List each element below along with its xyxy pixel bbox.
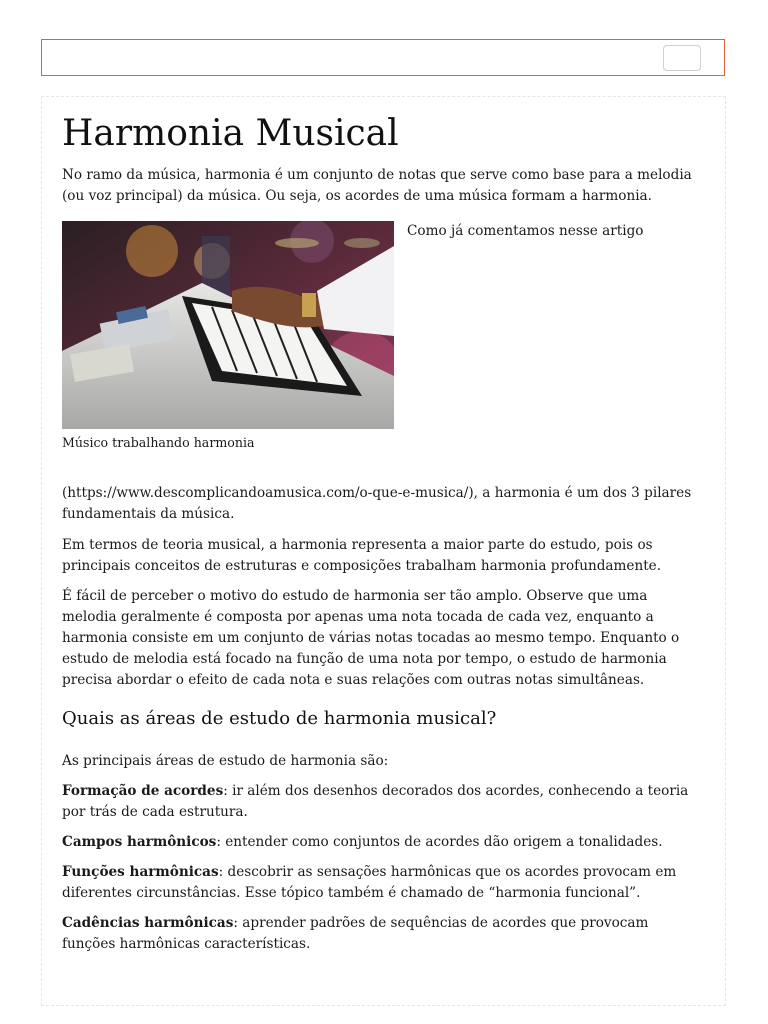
- intro-paragraph: No ramo da música, harmonia é um conjunto de notas que serve como base para a melodia (ou voz principal) da música. Ou seja, os acordes de uma música formam a harmonia.: [62, 167, 692, 204]
- link-paragraph: (https://www.descomplicandoamusica.com/o-que-e-musica/), a harmonia é um dos 3 pilares fundamentais da música.: [62, 485, 692, 522]
- area-term: Funções harmônicas: [62, 864, 219, 880]
- image-caption: Músico trabalhando harmonia: [62, 435, 255, 450]
- area-term: Campos harmônicos: [62, 834, 217, 850]
- list-item: [62, 862, 702, 904]
- page-title: Harmonia Musical: [62, 113, 399, 154]
- list-item: [62, 913, 702, 955]
- area-desc: : descobrir as sensações harmônicas que os acordes provocam em diferentes circunstâncias. Esse tópico também é chamado de “harmonia funcional”.: [62, 864, 677, 901]
- areas-intro: As principais áreas de estudo de harmonia são:: [62, 753, 389, 769]
- list-item: [62, 832, 702, 853]
- musician-photo: [62, 221, 394, 429]
- section-heading: Quais as áreas de estudo de harmonia musical?: [62, 708, 497, 729]
- list-item: [62, 781, 702, 823]
- aside-text: Como já comentamos nesse artigo: [407, 223, 644, 239]
- area-term: Formação de acordes: [62, 783, 224, 799]
- area-desc: : ir além dos desenhos decorados dos acordes, conhecendo a teoria por trás de cada estrutura.: [62, 783, 689, 820]
- area-desc: : entender como conjuntos de acordes dão origem a tonalidades.: [216, 834, 663, 850]
- article-card: [41, 96, 726, 1006]
- area-desc: : aprender padrões de sequências de acordes que provocam funções harmônicas características.: [62, 915, 649, 952]
- area-term: Cadências harmônicas: [62, 915, 234, 931]
- paragraph-2: Em termos de teoria musical, a harmonia representa a maior parte do estudo, pois os principais conceitos de estruturas e composições trabalham harmonia profundamente.: [62, 537, 662, 574]
- top-banner: [41, 39, 725, 76]
- banner-button[interactable]: [663, 45, 701, 71]
- paragraph-3: É fácil de perceber o motivo do estudo de harmonia ser tão amplo. Observe que uma melodia geralmente é composta por apenas uma nota tocada de cada vez, enquanto a harmonia consiste em um conjunto de várias notas tocadas ao mesmo tempo. Enquanto o estudo de melodia está focado na função de uma nota por tempo, o estudo de harmonia precisa abordar o efeito de cada nota e suas relações com outras notas simultâneas.: [62, 588, 680, 688]
